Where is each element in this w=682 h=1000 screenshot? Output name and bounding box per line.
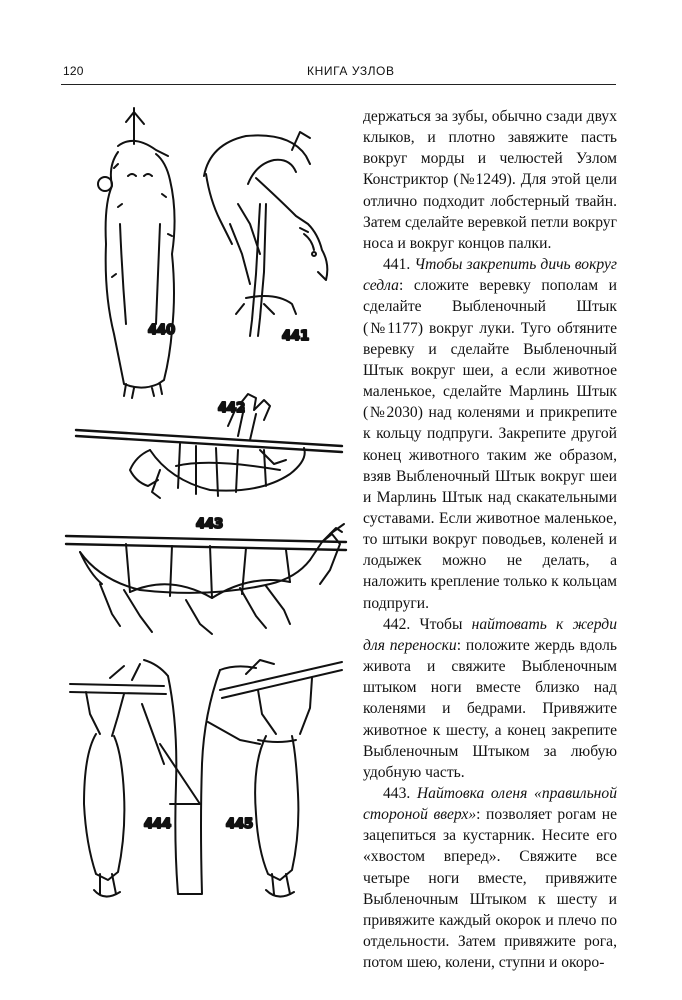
running-header (61, 64, 616, 80)
figure-440-bear-illustration (98, 108, 175, 398)
page-number: 120 (63, 64, 84, 78)
paragraph-442-number: 442. Чтобы (383, 615, 472, 633)
figure-label-444: 444 (144, 817, 172, 832)
paragraph-441-text: : сложите веревку пополам и сделайте Выбленочный Штык (№1177) вокруг луки. Туго обтяните веревку и сделайте Выбленочный Штык вокруг шеи, а если животное маленькое, сделайте Марлинь Штык (№2030) над коленями и прикрепите к кольцу подпруги. Закрепите другой конец животного таким же образом, взяв Выбленочный Штык вокруг шеи и Марлинь Штык над скакательными суставами. Если животное маленькое, то штыки вокруг поводьев, коленей и лодыжек можно не делать, а наложить крепление только к кольцам подпруги. (363, 277, 617, 612)
paragraph-443-heading: Найтовка оленя «правильной стороной вверх» (363, 785, 617, 824)
paragraph-441-heading: Чтобы закрепить дичь вокруг седла (363, 256, 617, 295)
paragraph-442-heading: найтовать к жерди для переноски (363, 615, 617, 654)
illustrations-column (60, 104, 352, 900)
figure-444-445-hanging-deer-illustration (70, 660, 342, 897)
paragraph-443-number: 443. (383, 785, 417, 802)
figure-443-deer-lashing-illustration (66, 524, 346, 634)
paragraph-442-text: : положите жердь вдоль живота и свяжите Выбленочным штыком ноги вместе близко над коленями и бедрами. Привяжите животное к шесту, а конец закрепите Выбленочным Штыком за любую удобную часть. (363, 636, 617, 781)
paragraph-443 (363, 783, 617, 973)
paragraph-continuation: держаться за зубы, обычно сзади двух клыков, и плотно завяжите пасть вокруг морды и челюстей Узлом Констриктор (№1249). Для этой цели отлично подходит лобстерный твайн. Затем сделайте веревкой петли вокруг носа и вокруг концов палки. (363, 108, 617, 252)
figure-label-440: 440 (148, 323, 176, 338)
figure-label-441: 441 (282, 329, 310, 344)
paragraph-443-text: : позволяет рогам не зацепиться за кустарник. Несите его «хвостом вперед». Свяжите все четыре ноги вместе, привяжите Выбленочным Штыком к шесту и привяжите каждый окорок и плечо по отдельности. Затем привяжите рога, потом шею, колени, ступни и окоро- (363, 806, 617, 972)
running-title: КНИГА УЗЛОВ (307, 64, 395, 78)
paragraph-442 (363, 614, 617, 783)
header-rule (61, 84, 616, 85)
figure-442-pole-carry-illustration (76, 394, 342, 498)
figure-label-445: 445 (226, 817, 254, 832)
paragraph-441-number: 441. (383, 256, 415, 274)
figure-label-442: 442 (218, 401, 246, 416)
body-text (363, 106, 617, 973)
figure-441-saddled-deer-illustration (204, 132, 327, 336)
paragraph-441 (363, 254, 617, 614)
figure-label-443: 443 (196, 517, 224, 532)
